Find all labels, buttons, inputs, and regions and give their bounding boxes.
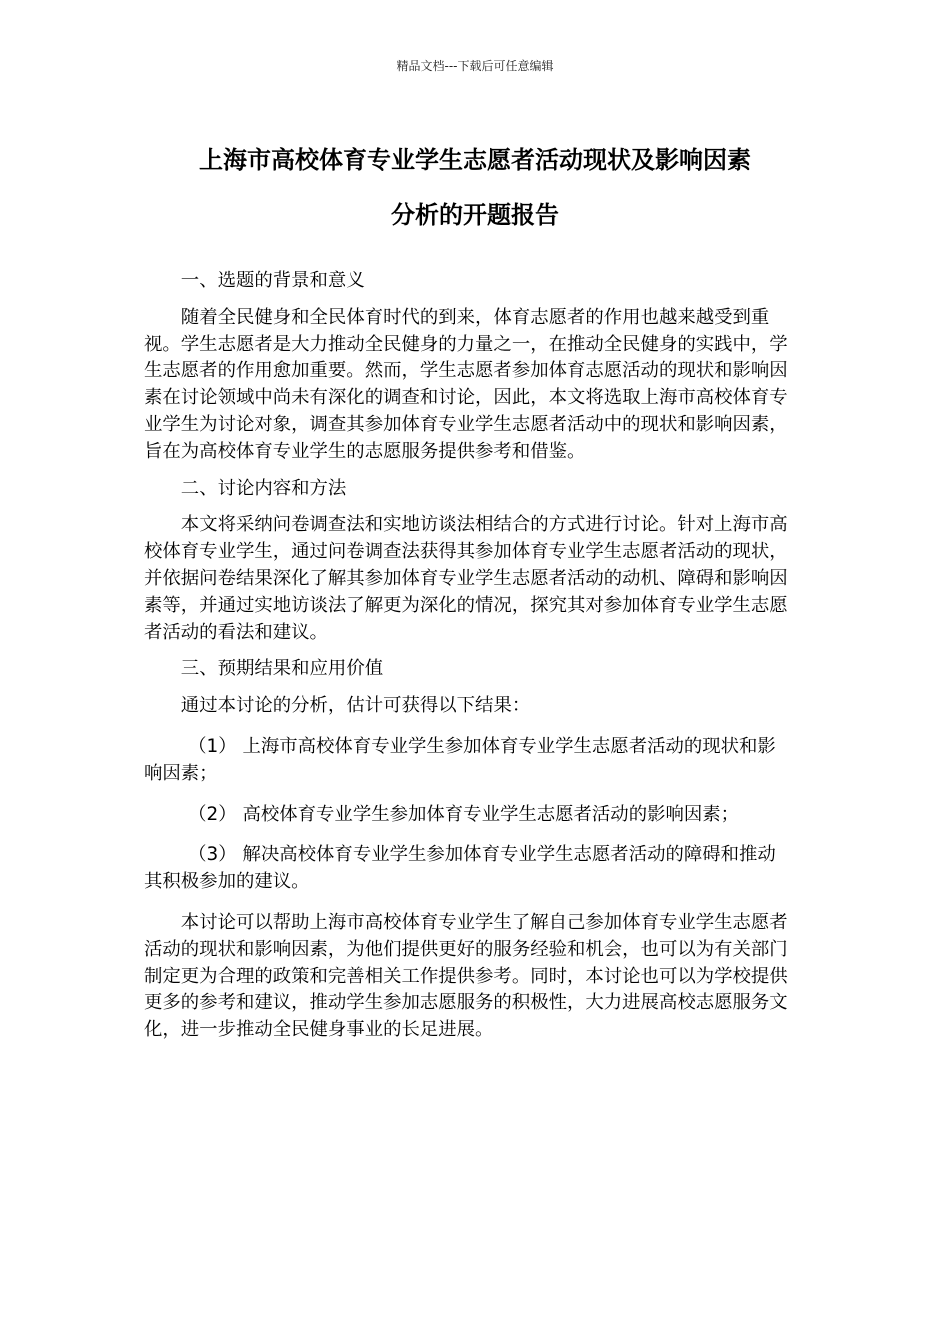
result-item-2: （2） 高校体育专业学生参加体育专业学生志愿者活动的影响因素； — [188, 803, 740, 825]
document-body — [144, 268, 794, 1044]
section-3-intro: 通过本讨论的分析，估计可获得以下结果： — [180, 695, 531, 717]
section-2-heading: 二、讨论内容和方法 — [180, 477, 347, 499]
title-line-1: 上海市高校体育专业学生志愿者活动现状及影响因素 — [199, 146, 751, 174]
section-3-heading: 三、预期结果和应用价值 — [180, 658, 384, 680]
result-item-3: （3） 解决高校体育专业学生参加体育专业学生志愿者活动的障碍和推动其积极参加的建议。 — [144, 844, 776, 893]
title-line-2: 分析的开题报告 — [391, 201, 559, 229]
section-2-paragraph: 本文将采纳问卷调查法和实地访谈法相结合的方式进行讨论。针对上海市高校体育专业学生，通过问卷调查法获得其参加体育专业学生志愿者活动的现状，并依据问卷结果深化了解其参加体育专业学生志愿者活动的动机、障碍和影响因素等，并通过实地访谈法了解更为深化的情况，探究其对参加体育专业学生志愿者活动的看法和建议。 — [144, 514, 788, 643]
section-3-paragraph: 本讨论可以帮助上海市高校体育专业学生了解自己参加体育专业学生志愿者活动的现状和影响因素，为他们提供更好的服务经验和机会，也可以为有关部门制定更为合理的政策和完善相关工作提供参考。同时，本讨论也可以为学校提供更多的参考和建议，推动学生参加志愿服务的积极性，大力进展高校志愿服务文化，进一步推动全民健身事业的长足进展。 — [144, 911, 788, 1041]
result-item-1: （1） 上海市高校体育专业学生参加体育专业学生志愿者活动的现状和影响因素； — [144, 735, 776, 784]
document-title — [140, 133, 810, 243]
page-header: 精品文档---下载后可任意编辑 — [396, 59, 554, 73]
section-1-paragraph: 随着全民健身和全民体育时代的到来，体育志愿者的作用也越来越受到重视。学生志愿者是大力推动全民健身的力量之一，在推动全民健身的实践中，学生志愿者的作用愈加重要。然而，学生志愿者参加体育志愿活动的现状和影响因素在讨论领域中尚未有深化的调查和讨论，因此，本文将选取上海市高校体育专业学生为讨论对象，调查其参加体育专业学生志愿者活动中的现状和影响因素，旨在为高校体育专业学生的志愿服务提供参考和借鉴。 — [144, 306, 788, 462]
section-1-heading: 一、选题的背景和意义 — [180, 270, 365, 291]
